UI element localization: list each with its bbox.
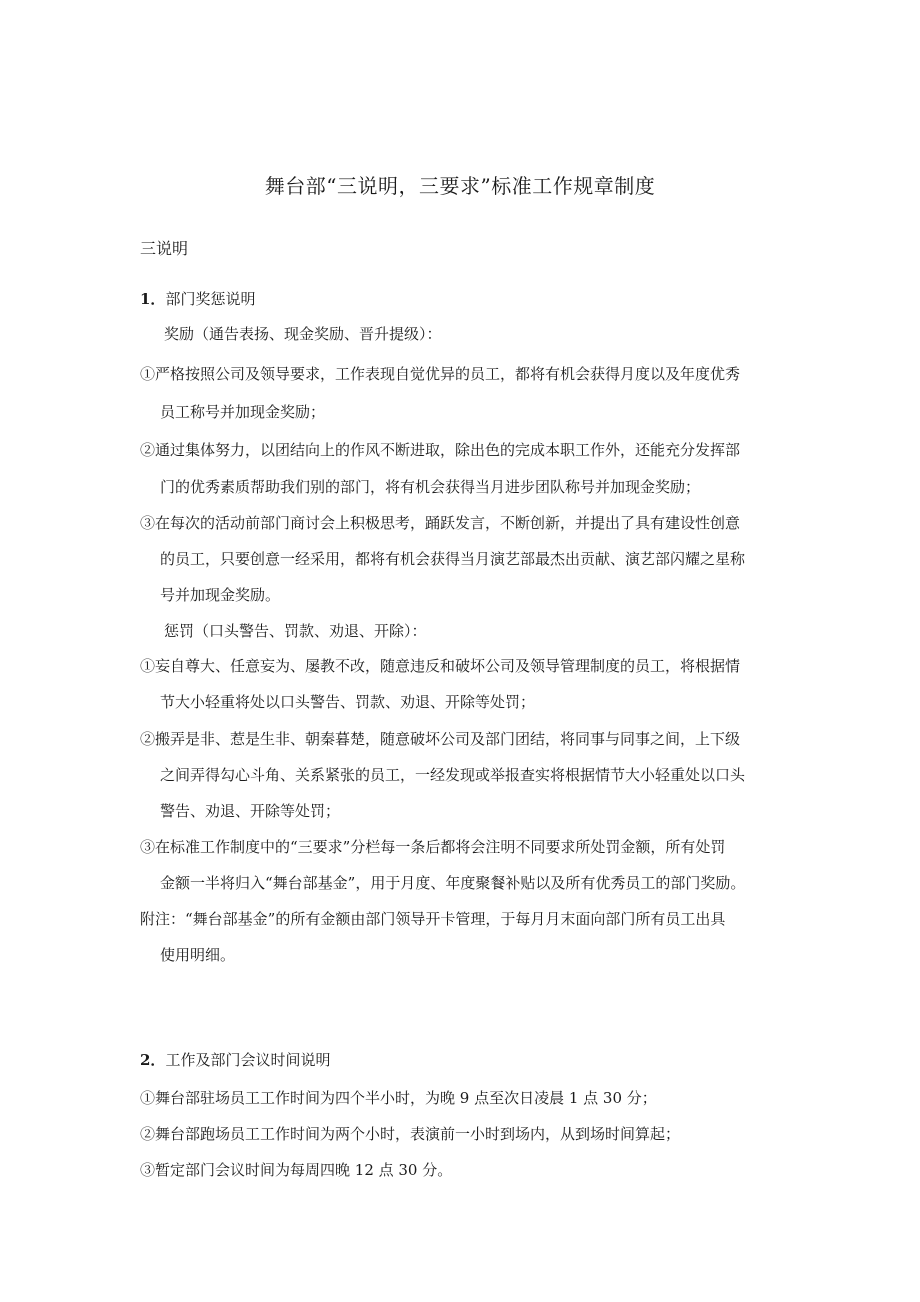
part2-heading bbox=[140, 1050, 330, 1070]
part2-heading-text: 工作及部门会议时间说明 bbox=[165, 1051, 331, 1069]
reward-item-3-line-3: 号并加现金奖励。 bbox=[160, 586, 281, 604]
part1-number: 1． bbox=[140, 290, 166, 308]
reward-item-3-line-2: 的员工，只要创意一经采用，都将有机会获得当月演艺部最杰出贡献、演艺部闪耀之星称 bbox=[160, 550, 746, 568]
penalty-item-3-line-2: 金额一半将归入“舞台部基金”，用于月度、年度聚餐补贴以及所有优秀员工的部门奖励。 bbox=[160, 874, 746, 892]
penalty-heading: 惩罚（口头警告、罚款、劝退、开除）： bbox=[164, 622, 427, 640]
part2-item-3: ③暂定部门会议时间为每周四晚 12 点 30 分。 bbox=[140, 1161, 453, 1179]
penalty-item-1-line-2: 节大小轻重将处以口头警告、罚款、劝退、开除等处罚； bbox=[160, 693, 536, 711]
penalty-item-2-line-2: 之间弄得勾心斗角、关系紧张的员工，一经发现或举报查实将根据情节大小轻重处以口头 bbox=[160, 766, 746, 784]
reward-item-3-line-1: ③在每次的活动前部门商讨会上积极思考，踊跃发言，不断创新，并提出了具有建设性创意 bbox=[140, 514, 741, 532]
document-title: 舞台部“三说明，三要求”标准工作规章制度 bbox=[264, 174, 656, 198]
reward-item-1-line-1: ①严格按照公司及领导要求，工作表现自觉优异的员工，都将有机会获得月度以及年度优秀 bbox=[140, 365, 741, 383]
penalty-item-3-line-1: ③在标准工作制度中的“三要求”分栏每一条后都将会注明不同要求所处罚金额，所有处罚 bbox=[140, 838, 726, 856]
penalty-item-2-line-3: 警告、劝退、开除等处罚； bbox=[160, 802, 341, 820]
note-line-2: 使用明细。 bbox=[160, 946, 236, 964]
reward-item-2-line-1: ②通过集体努力，以团结向上的作风不断进取，除出色的完成本职工作外，还能充分发挥部 bbox=[140, 441, 741, 459]
part2-number: 2． bbox=[140, 1051, 166, 1069]
part1-heading-text: 部门奖惩说明 bbox=[165, 290, 256, 308]
section-heading: 三说明 bbox=[140, 239, 189, 258]
part1-heading bbox=[140, 289, 255, 309]
part2-item-2: ②舞台部跑场员工工作时间为两个小时，表演前一小时到场内，从到场时间算起； bbox=[140, 1125, 681, 1143]
reward-item-2-line-2: 门的优秀素质帮助我们别的部门，将有机会获得当月进步团队称号并加现金奖励； bbox=[160, 478, 701, 496]
reward-item-1-line-2: 员工称号并加现金奖励； bbox=[160, 403, 326, 421]
penalty-item-2-line-1: ②搬弄是非、惹是生非、朝秦暮楚，随意破坏公司及部门团结，将同事与同事之间，上下级 bbox=[140, 730, 741, 748]
reward-heading: 奖励（通告表扬、现金奖励、晋升提级）： bbox=[164, 325, 442, 343]
penalty-item-1-line-1: ①妄自尊大、任意妄为、屡教不改，随意违反和破坏公司及领导管理制度的员工，将根据情 bbox=[140, 657, 741, 675]
note-line-1: 附注：“舞台部基金”的所有金额由部门领导开卡管理，于每月月末面向部门所有员工出具 bbox=[140, 910, 726, 928]
part2-item-1: ①舞台部驻场员工工作时间为四个半小时，为晚 9 点至次日凌晨 1 点 30 分； bbox=[140, 1089, 657, 1107]
